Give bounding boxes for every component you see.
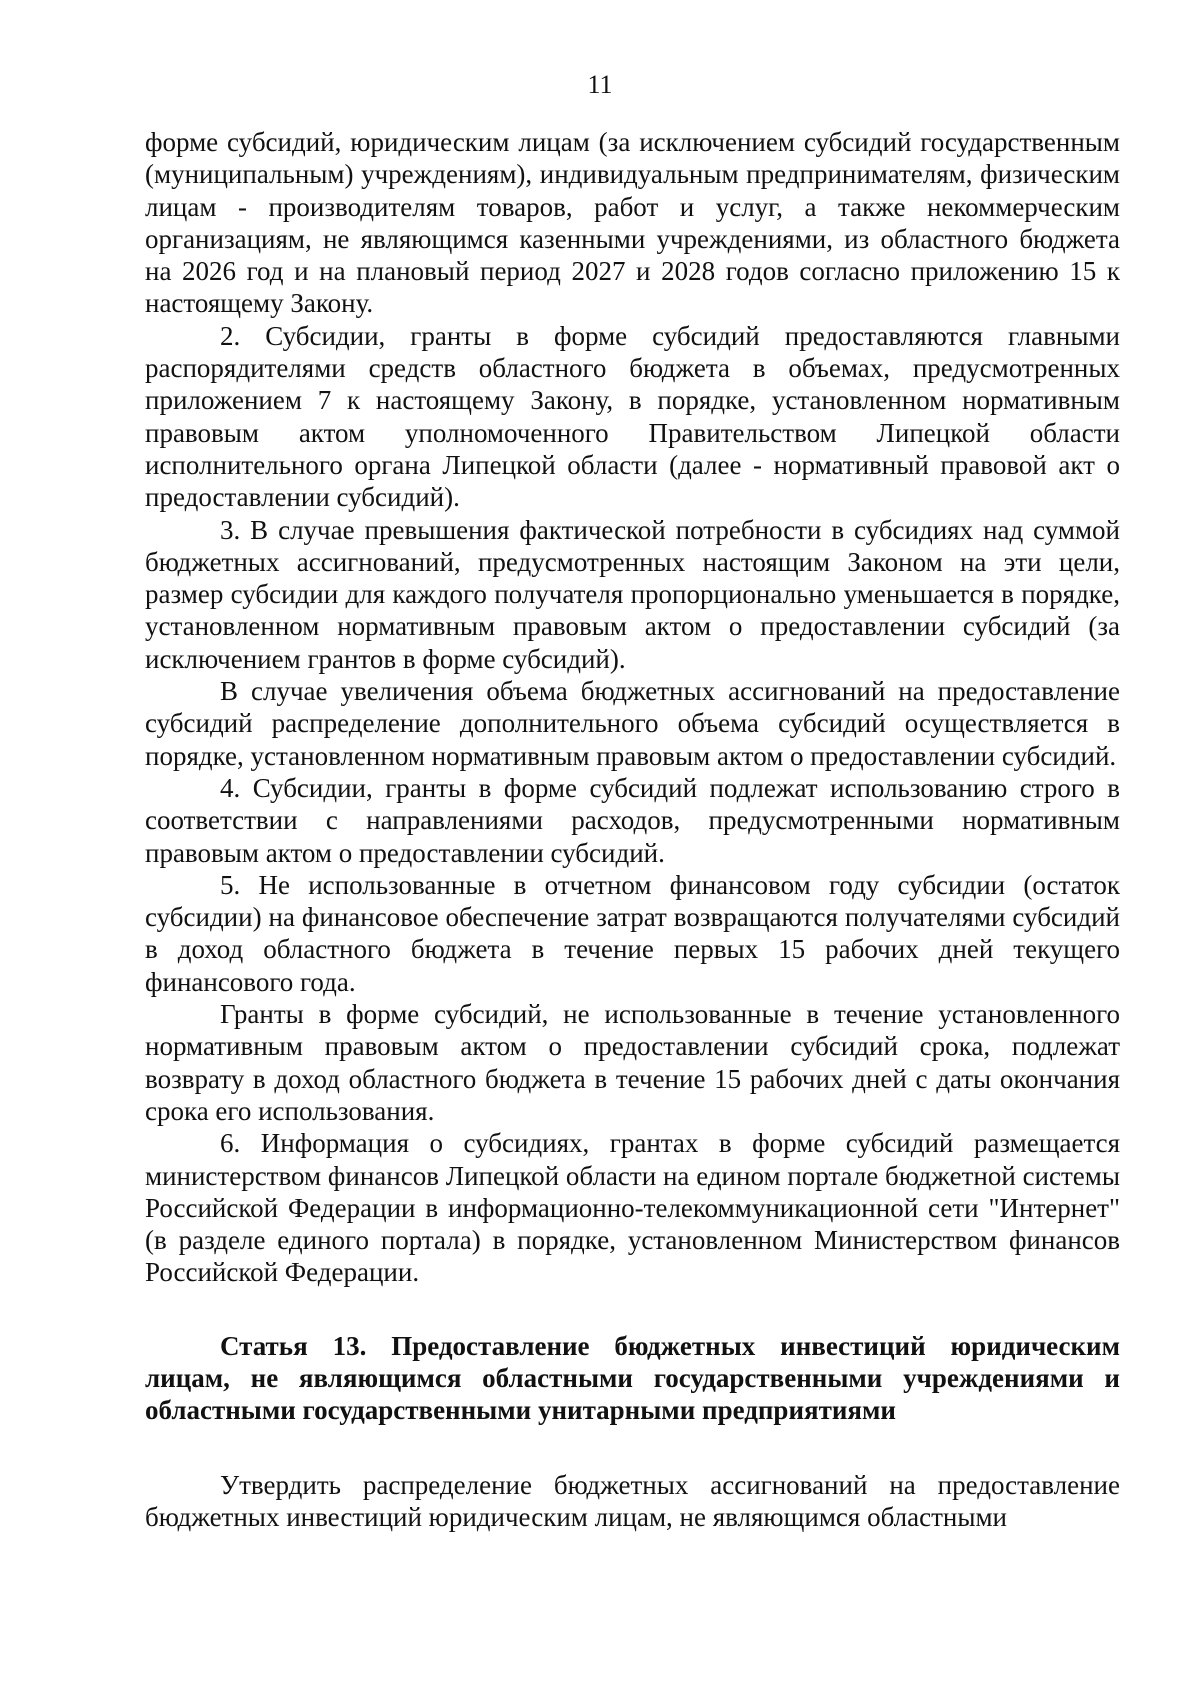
paragraph-item-3: 3. В случае превышения фактической потребности в субсидиях над суммой бюджетных ассигнований, предусмотренных настоящим Законом на эти цели, размер субсидии для каждого получателя пропорционально уменьшается в порядке, установленном нормативным правовым актом о предоставлении субсидий (за исключением грантов в форме субсидий). (145, 514, 1120, 674)
article-13-paragraph: Утвердить распределение бюджетных ассигнований на предоставление бюджетных инвестиций юридическим лицам, не являющимся областными (145, 1469, 1120, 1532)
article-13-heading: Статья 13. Предоставление бюджетных инвестиций юридическим лицам, не являющимся областными государственными учреждениями и областными государственными унитарными предприятиями (145, 1330, 1120, 1426)
paragraph-item-2: 2. Субсидии, гранты в форме субсидий предоставляются главными распорядителями средств областного бюджета в объемах, предусмотренных приложением 7 к настоящему Закону, в порядке, установленном нормативным правовым актом уполномоченного Правительством Липецкой области исполнительного органа Липецкой области (далее - нормативный правовой акт о предоставлении субсидий). (145, 320, 1120, 513)
page-number: 11 (587, 70, 613, 99)
paragraph-item-6: 6. Информация о субсидиях, грантах в форме субсидий размещается министерством финансов Липецкой области на едином портале бюджетной системы Российской Федерации в информационно-телекоммуникационной сети "Интернет" (в разделе единого портала) в порядке, установленном Министерством финансов Российской Федерации. (145, 1128, 1120, 1288)
paragraph-item-5-continued: Гранты в форме субсидий, не использованные в течение установленного нормативным правовым актом о предоставлении субсидий срока, подлежат возврату в доход областного бюджета в течение 15 рабочих дней с даты окончания срока его использования. (145, 999, 1120, 1126)
document-body (145, 126, 1120, 1533)
paragraph-item-3-continued: В случае увеличения объема бюджетных ассигнований на предоставление субсидий распределение дополнительного объема субсидий осуществляется в порядке, установленном нормативным правовым актом о предоставлении субсидий. (145, 676, 1120, 771)
paragraph-item-5: 5. Не использованные в отчетном финансовом году субсидии (остаток субсидии) на финансовое обеспечение затрат возвращаются получателями субсидий в доход областного бюджета в течение первых 15 рабочих дней текущего финансового года. (145, 869, 1120, 997)
paragraph-continuation: форме субсидий, юридическим лицам (за исключением субсидий государственным (муниципальным) учреждениям), индивидуальным предпринимателям, физическим лицам - производителям товаров, работ и услуг, а также некоммерческим организациям, не являющимся казенными учреждениями, из областного бюджета на 2026 год и на плановый период 2027 и 2028 годов согласно приложению 15 к настоящему Закону. (145, 127, 1120, 319)
paragraph-item-4: 4. Субсидии, гранты в форме субсидий подлежат использованию строго в соответствии с направлениями расходов, предусмотренными нормативным правовым актом о предоставлении субсидий. (145, 772, 1120, 868)
